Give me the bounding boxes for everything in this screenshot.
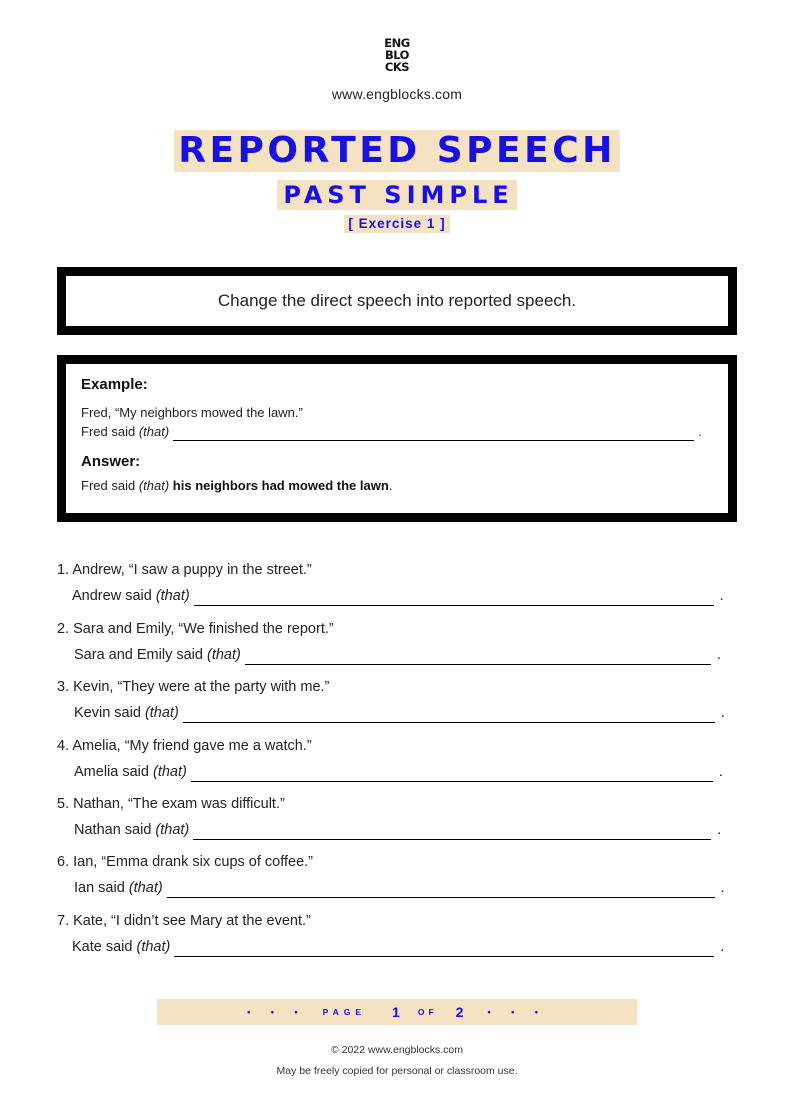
reported-that: (that) — [128, 880, 163, 896]
answer-heading: Answer: — [81, 453, 141, 470]
reported-end: . — [720, 880, 725, 896]
question-response — [57, 878, 747, 898]
exercise-label: [ Exercise 1 ] — [344, 215, 449, 233]
question-response — [57, 762, 747, 782]
worksheet-subtitle: PAST SIMPLE — [277, 180, 516, 210]
question-2 — [57, 619, 747, 665]
page-of: OF — [417, 1007, 438, 1017]
answer-end: . — [388, 478, 393, 493]
answer-input-line[interactable] — [174, 941, 714, 957]
question-prompt — [57, 852, 747, 872]
question-direct-speech: Kate, “I didn’t see Mary at the event.” — [73, 913, 311, 929]
question-1 — [57, 560, 747, 606]
page-current: 1 — [392, 1004, 400, 1020]
question-prompt — [57, 560, 747, 580]
question-number: 2. — [57, 621, 70, 637]
reported-that: (that) — [206, 647, 241, 663]
reported-end: . — [719, 588, 724, 604]
question-number: 3. — [57, 679, 70, 695]
copyright-text: © 2022 www.engblocks.com — [330, 1044, 464, 1056]
answer-bold: his neighbors had mowed the lawn — [172, 478, 389, 493]
example-box — [57, 355, 737, 522]
answer-input-line[interactable] — [194, 590, 714, 606]
question-response — [57, 586, 747, 606]
reported-end: . — [717, 822, 722, 838]
page-dots-right: • • • — [487, 1007, 547, 1017]
logo-line-1: ENG — [384, 36, 410, 50]
reported-that: (that) — [155, 588, 190, 604]
question-5 — [57, 794, 747, 840]
reported-prefix: Amelia said — [74, 764, 149, 780]
reported-end: . — [720, 705, 725, 721]
answer-that: (that) — [138, 478, 170, 493]
page-total: 2 — [455, 1004, 464, 1020]
answer-input-line[interactable] — [191, 766, 713, 782]
answer-input-line[interactable] — [183, 707, 715, 723]
question-response — [57, 645, 747, 665]
example-heading: Example: — [81, 376, 148, 393]
example-fill-that: (that) — [138, 424, 170, 439]
question-prompt — [57, 911, 747, 931]
reported-prefix: Sara and Emily said — [74, 647, 203, 663]
reported-prefix: Nathan said — [74, 822, 152, 838]
reported-end: . — [718, 764, 723, 780]
question-response — [57, 820, 747, 840]
site-url[interactable]: www.engblocks.com — [331, 86, 463, 102]
worksheet-title: REPORTED SPEECH — [174, 130, 620, 172]
answer-input-line[interactable] — [245, 649, 711, 665]
question-prompt — [57, 794, 747, 814]
answer-prefix: Fred said — [81, 478, 136, 493]
example-fill-prefix: Fred said — [81, 424, 136, 439]
page-dots-left: • • • — [247, 1007, 307, 1017]
reported-that: (that) — [144, 705, 179, 721]
question-4 — [57, 736, 747, 782]
reported-that: (that) — [155, 822, 190, 838]
question-direct-speech: Sara and Emily, “We finished the report.” — [73, 621, 334, 637]
question-direct-speech: Andrew, “I saw a puppy in the street.” — [72, 562, 312, 578]
question-response — [57, 937, 747, 957]
answer-line — [81, 478, 712, 493]
reported-that: (that) — [152, 764, 187, 780]
reported-prefix: Kate said — [72, 939, 133, 955]
engblocks-logo — [0, 37, 794, 76]
license-text: May be freely copied for personal or classroom use. — [276, 1065, 518, 1077]
page-label: PAGE — [322, 1007, 367, 1017]
reported-end: . — [716, 647, 721, 663]
question-prompt — [57, 619, 747, 639]
question-direct-speech: Ian, “Emma drank six cups of coffee.” — [73, 854, 314, 870]
question-prompt — [57, 677, 747, 697]
reported-prefix: Ian said — [74, 880, 125, 896]
page-indicator — [157, 999, 637, 1025]
reported-prefix: Kevin said — [74, 705, 141, 721]
question-6 — [57, 852, 747, 898]
question-number: 7. — [57, 913, 70, 929]
instruction-text: Change the direct speech into reported speech. — [217, 291, 577, 310]
question-number: 5. — [57, 796, 70, 812]
question-3 — [57, 677, 747, 723]
example-direct-speech: Fred, “My neighbors mowed the lawn.” — [81, 405, 303, 420]
question-prompt — [57, 736, 747, 756]
question-direct-speech: Kevin, “They were at the party with me.” — [73, 679, 330, 695]
reported-prefix: Andrew said — [72, 588, 152, 604]
answer-input-line[interactable] — [167, 882, 715, 898]
instruction-box — [57, 267, 737, 335]
question-number: 1. — [57, 562, 70, 578]
logo-line-2: BLO — [385, 48, 409, 62]
question-response — [57, 703, 747, 723]
example-fill-line — [81, 423, 712, 441]
answer-input-line[interactable] — [193, 824, 711, 840]
reported-that: (that) — [136, 939, 171, 955]
question-number: 6. — [57, 854, 70, 870]
reported-end: . — [720, 939, 725, 955]
example-fill-end: . — [698, 424, 702, 439]
question-7 — [57, 911, 747, 957]
question-number: 4. — [57, 738, 70, 754]
question-direct-speech: Nathan, “The exam was difficult.” — [73, 796, 285, 812]
question-direct-speech: Amelia, “My friend gave me a watch.” — [72, 738, 312, 754]
example-blank-line — [173, 427, 694, 441]
logo-line-3: CKS — [384, 60, 410, 74]
